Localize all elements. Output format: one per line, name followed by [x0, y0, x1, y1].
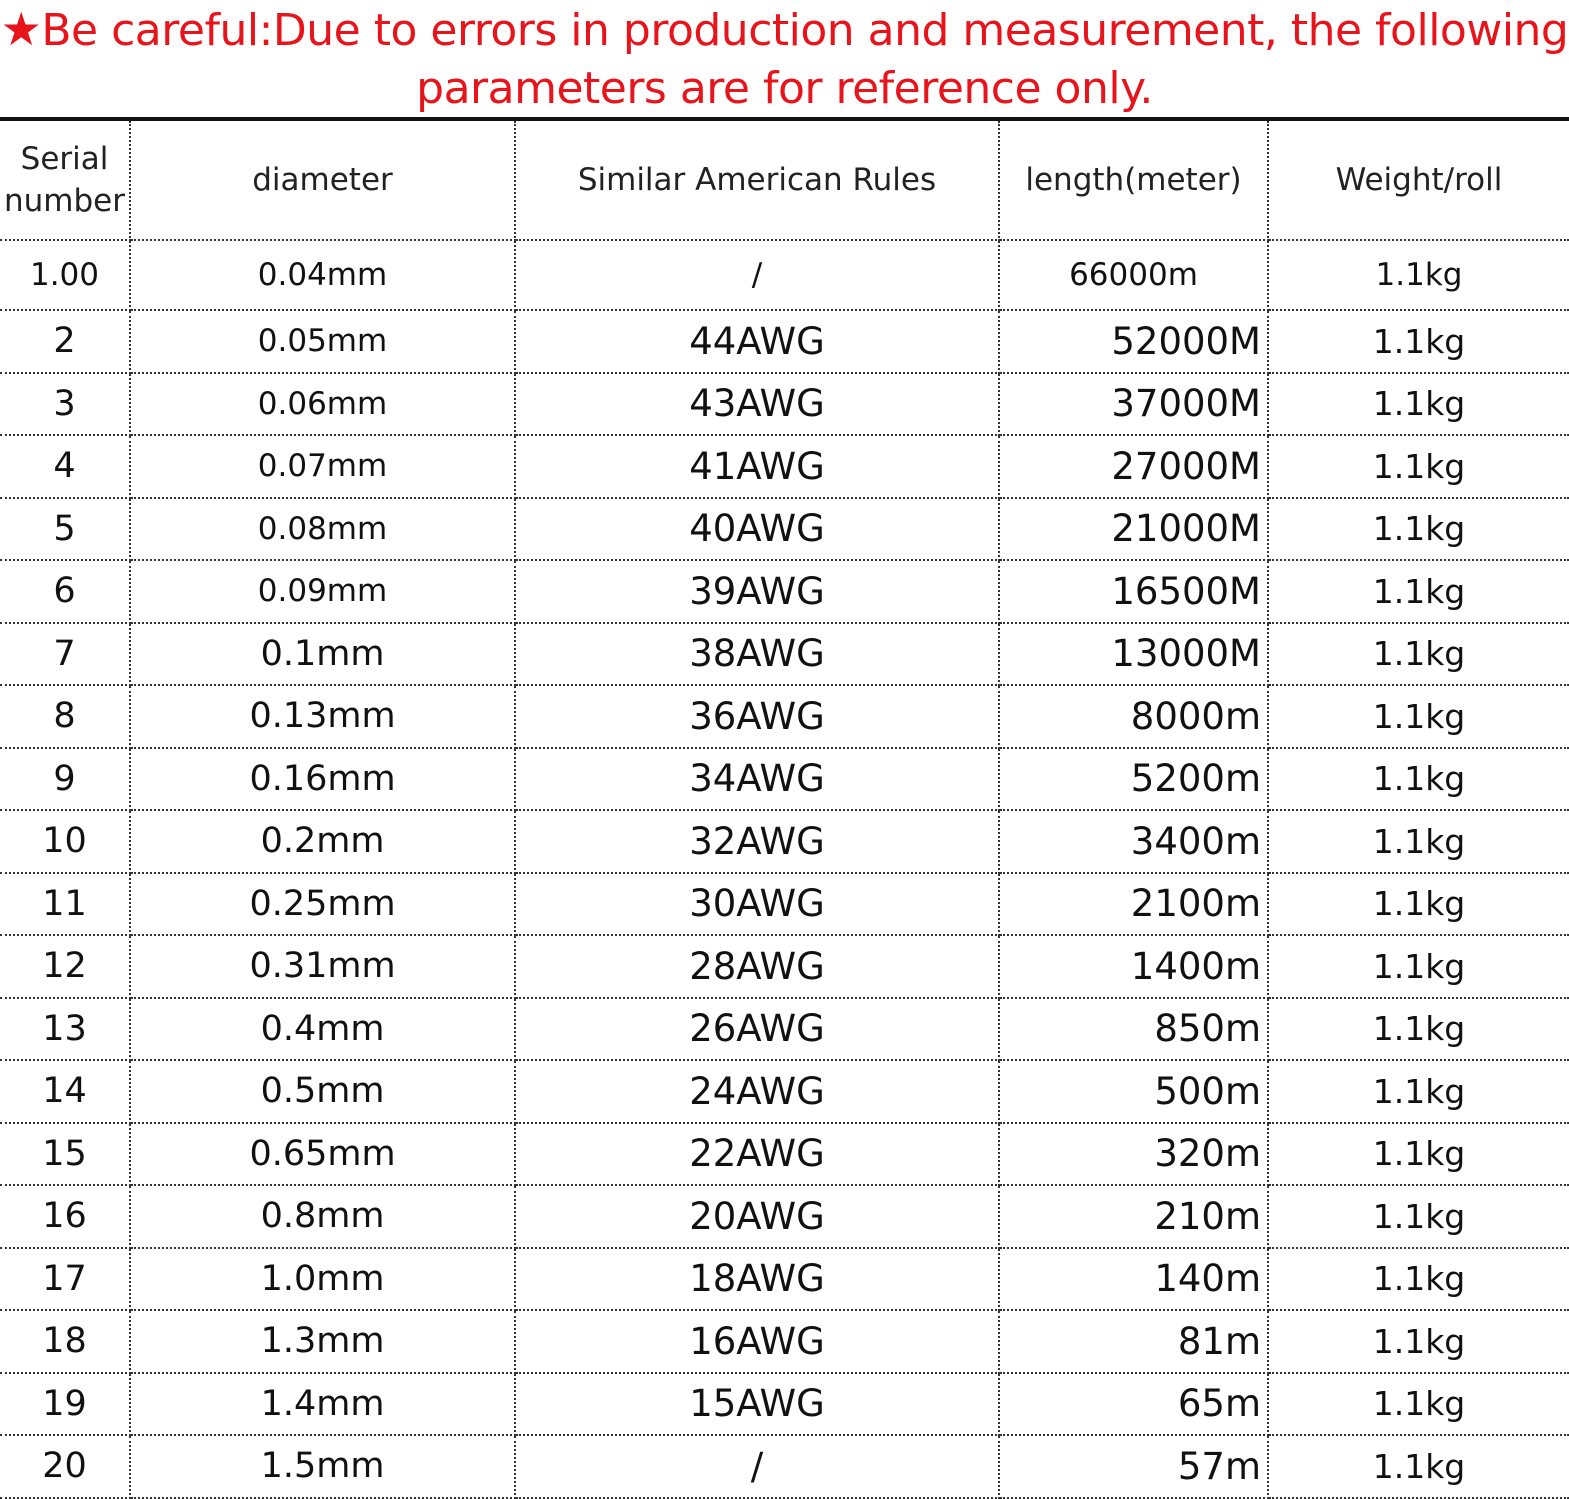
cell-american-gauge: 22AWG — [515, 1123, 999, 1186]
cell-length: 81m — [999, 1310, 1268, 1373]
cell-diameter: 1.3mm — [130, 1310, 515, 1373]
cell-length: 500m — [999, 1060, 1268, 1123]
table-row — [0, 1373, 1569, 1436]
cell-american-gauge: 32AWG — [515, 810, 999, 873]
cell-american-gauge: 18AWG — [515, 1248, 999, 1311]
cell-american-gauge: 16AWG — [515, 1310, 999, 1373]
cell-weight: 1.1kg — [1268, 1248, 1569, 1311]
cell-american-gauge: 43AWG — [515, 373, 999, 436]
cell-diameter: 0.25mm — [130, 873, 515, 936]
cell-weight: 1.1kg — [1268, 1185, 1569, 1248]
cell-weight: 1.1kg — [1268, 1123, 1569, 1186]
table-row — [0, 1123, 1569, 1186]
cell-serial-number: 19 — [0, 1373, 130, 1436]
cell-weight: 1.1kg — [1268, 810, 1569, 873]
cell-serial-number: 16 — [0, 1185, 130, 1248]
star-icon: ★ — [0, 2, 42, 56]
cell-diameter: 0.13mm — [130, 685, 515, 748]
cell-serial-number: 3 — [0, 373, 130, 436]
header-length: length(meter) — [999, 121, 1268, 240]
cell-serial-number: 20 — [0, 1435, 130, 1498]
cell-serial-number: 12 — [0, 935, 130, 998]
cell-diameter: 0.65mm — [130, 1123, 515, 1186]
cell-weight: 1.1kg — [1268, 310, 1569, 373]
table-row — [0, 1185, 1569, 1248]
cell-weight: 1.1kg — [1268, 240, 1569, 310]
cell-diameter: 1.5mm — [130, 1435, 515, 1498]
cell-diameter: 0.06mm — [130, 373, 515, 436]
cell-length: 5200m — [999, 748, 1268, 811]
cell-serial-number: 17 — [0, 1248, 130, 1311]
cell-serial-number: 4 — [0, 435, 130, 498]
cell-length: 27000M — [999, 435, 1268, 498]
cell-diameter: 1.4mm — [130, 1373, 515, 1436]
cell-serial-number: 1.00 — [0, 240, 130, 310]
table-body — [0, 240, 1569, 1498]
cell-serial-number: 8 — [0, 685, 130, 748]
cell-american-gauge: 38AWG — [515, 623, 999, 686]
cell-american-gauge: 41AWG — [515, 435, 999, 498]
table-row — [0, 810, 1569, 873]
cell-serial-number: 5 — [0, 498, 130, 561]
table-row — [0, 373, 1569, 436]
notice-line-1 — [0, 0, 1569, 60]
table-row — [0, 1060, 1569, 1123]
cell-weight: 1.1kg — [1268, 1310, 1569, 1373]
cell-serial-number: 14 — [0, 1060, 130, 1123]
table-row — [0, 240, 1569, 310]
header-diameter: diameter — [130, 121, 515, 240]
cell-length: 37000M — [999, 373, 1268, 436]
cell-weight: 1.1kg — [1268, 373, 1569, 436]
cell-weight: 1.1kg — [1268, 560, 1569, 623]
table-header-row — [0, 121, 1569, 240]
cell-length: 52000M — [999, 310, 1268, 373]
cell-serial-number: 15 — [0, 1123, 130, 1186]
cell-american-gauge: 24AWG — [515, 1060, 999, 1123]
cell-weight: 1.1kg — [1268, 873, 1569, 936]
cell-diameter: 0.1mm — [130, 623, 515, 686]
cell-american-gauge: 44AWG — [515, 310, 999, 373]
cell-diameter: 0.16mm — [130, 748, 515, 811]
cell-length: 13000M — [999, 623, 1268, 686]
table-row — [0, 1310, 1569, 1373]
cell-diameter: 1.0mm — [130, 1248, 515, 1311]
cell-american-gauge: 36AWG — [515, 685, 999, 748]
header-weight-per-roll: Weight/roll — [1268, 121, 1569, 240]
cell-serial-number: 2 — [0, 310, 130, 373]
cell-american-gauge: 40AWG — [515, 498, 999, 561]
cell-serial-number: 13 — [0, 998, 130, 1061]
table-row — [0, 748, 1569, 811]
cell-length: 210m — [999, 1185, 1268, 1248]
notice-line-1-text: Be careful:Due to errors in production and measurement, the following — [41, 5, 1569, 56]
table-row — [0, 998, 1569, 1061]
table-row — [0, 1435, 1569, 1498]
cell-diameter: 0.2mm — [130, 810, 515, 873]
cell-serial-number: 18 — [0, 1310, 130, 1373]
table-row — [0, 498, 1569, 561]
cell-serial-number: 6 — [0, 560, 130, 623]
cell-american-gauge: 39AWG — [515, 560, 999, 623]
cell-american-gauge: 26AWG — [515, 998, 999, 1061]
cell-american-gauge: 15AWG — [515, 1373, 999, 1436]
cell-length: 850m — [999, 998, 1268, 1061]
reference-notice — [0, 0, 1569, 118]
cell-length: 21000M — [999, 498, 1268, 561]
notice-line-2: parameters are for reference only. — [416, 63, 1153, 114]
cell-diameter: 0.8mm — [130, 1185, 515, 1248]
cell-american-gauge: 20AWG — [515, 1185, 999, 1248]
cell-american-gauge: 30AWG — [515, 873, 999, 936]
cell-weight: 1.1kg — [1268, 1373, 1569, 1436]
cell-diameter: 0.05mm — [130, 310, 515, 373]
cell-weight: 1.1kg — [1268, 935, 1569, 998]
cell-weight: 1.1kg — [1268, 998, 1569, 1061]
cell-length: 320m — [999, 1123, 1268, 1186]
table-row — [0, 560, 1569, 623]
cell-weight: 1.1kg — [1268, 498, 1569, 561]
table-row — [0, 873, 1569, 936]
cell-weight: 1.1kg — [1268, 623, 1569, 686]
cell-length: 66000m — [999, 240, 1268, 310]
cell-serial-number: 9 — [0, 748, 130, 811]
cell-american-gauge: 28AWG — [515, 935, 999, 998]
cell-american-gauge: 34AWG — [515, 748, 999, 811]
cell-weight: 1.1kg — [1268, 1060, 1569, 1123]
wire-spec-table — [0, 121, 1569, 1499]
table-row — [0, 435, 1569, 498]
cell-length: 65m — [999, 1373, 1268, 1436]
cell-serial-number: 11 — [0, 873, 130, 936]
cell-length: 57m — [999, 1435, 1268, 1498]
cell-length: 8000m — [999, 685, 1268, 748]
cell-american-gauge: / — [515, 240, 999, 310]
cell-serial-number: 10 — [0, 810, 130, 873]
cell-diameter: 0.04mm — [130, 240, 515, 310]
cell-weight: 1.1kg — [1268, 685, 1569, 748]
cell-diameter: 0.5mm — [130, 1060, 515, 1123]
cell-length: 1400m — [999, 935, 1268, 998]
cell-diameter: 0.4mm — [130, 998, 515, 1061]
table-row — [0, 935, 1569, 998]
cell-length: 140m — [999, 1248, 1268, 1311]
header-similar-american-rules: Similar American Rules — [515, 121, 999, 240]
cell-weight: 1.1kg — [1268, 1435, 1569, 1498]
cell-length: 16500M — [999, 560, 1268, 623]
cell-american-gauge: / — [515, 1435, 999, 1498]
cell-diameter: 0.31mm — [130, 935, 515, 998]
cell-diameter: 0.08mm — [130, 498, 515, 561]
table-row — [0, 1248, 1569, 1311]
header-serial-number: Serial number — [0, 121, 130, 240]
table-row — [0, 685, 1569, 748]
cell-weight: 1.1kg — [1268, 748, 1569, 811]
table-row — [0, 310, 1569, 373]
cell-weight: 1.1kg — [1268, 435, 1569, 498]
cell-serial-number: 7 — [0, 623, 130, 686]
cell-length: 2100m — [999, 873, 1268, 936]
cell-length: 3400m — [999, 810, 1268, 873]
table-row — [0, 623, 1569, 686]
cell-diameter: 0.09mm — [130, 560, 515, 623]
cell-diameter: 0.07mm — [130, 435, 515, 498]
